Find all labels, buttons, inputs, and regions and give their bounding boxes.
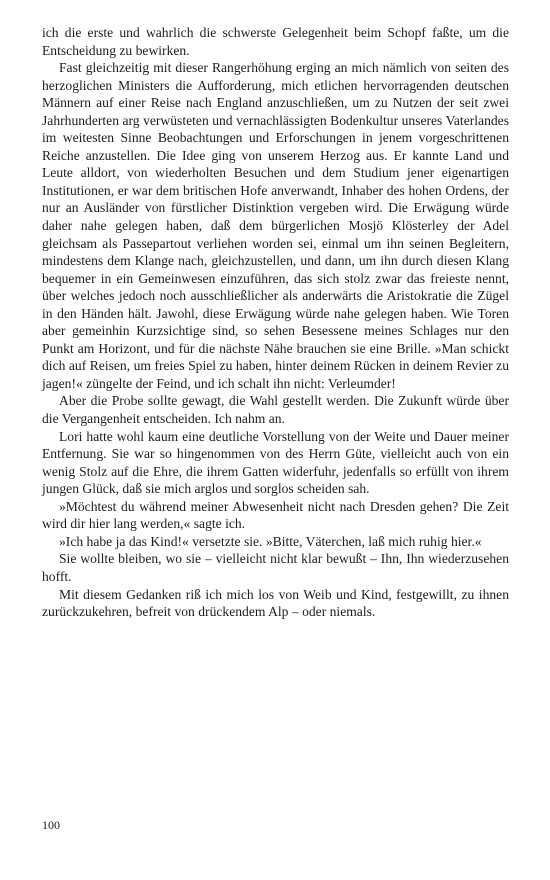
paragraph: Mit diesem Gedanken riß ich mich los von Weib und Kind, festgewillt, zu ihnen zurückzukehren, befreit von drückendem Alp – oder niemals. <box>42 586 509 620</box>
page-body <box>42 24 509 621</box>
paragraph: »Möchtest du während meiner Abwesenheit nicht nach Dresden gehen? Die Zeit wird dir hier lang werden,« sagte ich. <box>42 498 509 532</box>
paragraph: Fast gleichzeitig mit dieser Rangerhöhung erging an mich nämlich von seiten des herzoglichen Ministers die Aufforderung, mich etlichen hervorragenden deutschen Männern auf einer Reise nach England anzuschließen, um zu Nutzen der seit zwei Jahrhunderten arg verwüsteten und vernachlässigten Bodenkultur unseres Vaterlandes im weitesten Sinne Beobachtungen und Erforschungen in jenem vorgeschrittenen Reiche anzustellen. Die Idee ging von unserem Herzog aus. Er kannte Land und Leute alldort, von wiederholten Besuchen und dem Studium jener eigenartigen Institutionen, er war dem britischen Hofe anverwandt, Inhaber des hohen Ordens, der nur an Ausländer von fürstlicher Distinktion vergeben wird. Die Erwägung würde daher nahe gelegen haben, daß dem bürgerlichen Mosjö Klösterley der Adel gleichsam als Passepartout verliehen worden sei, einmal um ihn seinen Begleitern, mindestens dem Klange nach, gleichzustellen, und dann, um ihn durch diesen Klang bequemer in ein Gemeinwesen einzuführen, das sich stolz zwar das freieste nennt, über welches jedoch noch ausschließlicher als anderwärts die Aristokratie die Zügel in den Händen hält. Jawohl, diese Erwägung würde nahe gelegen haben. Wie Toren aber gemeinhin Kurzsichtige sind, so sehen Besessene meines Schlages nur den Punkt am Horizont, und für die nächste Nähe brauchen sie eine Brille. »Man schickt dich auf Reisen, um freies Spiel zu haben, hinter deinem Rücken in deinem Revier zu jagen!« züngelte der Feind, und ich schalt ihn nicht: Verleumder! <box>42 60 509 391</box>
paragraph: Aber die Probe sollte gewagt, die Wahl gestellt werden. Die Zukunft würde über die Vergangenheit entscheiden. Ich nahm an. <box>42 393 509 427</box>
paragraph: Sie wollte bleiben, wo sie – vielleicht nicht klar bewußt – Ihn, Ihn wiederzusehen hofft. <box>42 551 509 584</box>
paragraph: Lori hatte wohl kaum eine deutliche Vorstellung von der Weite und Dauer meiner Entfernung. Sie war so hingenommen von des Herrn Güte, vielleicht auch von ein wenig Stolz auf die Ehre, die ihrem Gatten widerfuhr, jedenfalls so erfüllt von ihrem jungen Glück, daß sie mich arglos und sorglos scheiden sah. <box>42 428 509 497</box>
paragraph: »Ich habe ja das Kind!« versetzte sie. »Bitte, Väterchen, laß mich ruhig hier.« <box>59 533 482 549</box>
page-number: 100 <box>42 818 60 832</box>
paragraph-continuation: ich die erste und wahrlich die schwerste Gelegenheit beim Schopf faßte, um die Entscheidung zu bewirken. <box>42 25 509 58</box>
